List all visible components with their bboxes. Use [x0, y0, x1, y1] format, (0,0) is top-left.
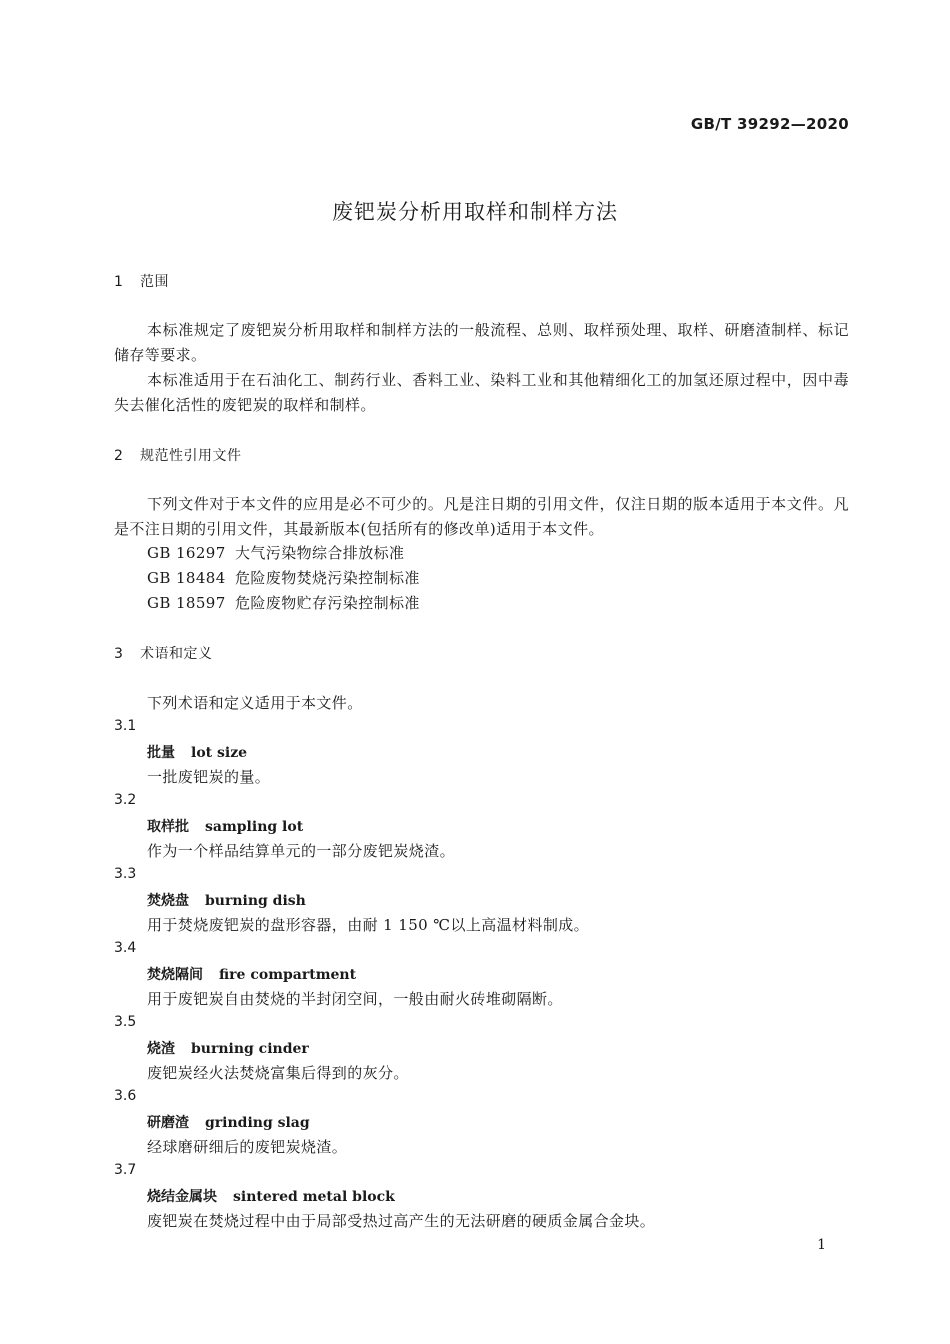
term-definition: 一批废钯炭的量。 — [147, 768, 271, 786]
term-definition: 用于废钯炭自由焚烧的半封闭空间，一般由耐火砖堆砌隔断。 — [147, 990, 563, 1008]
reference-title: 大气污染物综合排放标准 — [235, 544, 405, 562]
document-title: 废钯炭分析用取样和制样方法 — [332, 200, 618, 224]
section-heading-3 — [114, 643, 213, 663]
section-title: 范围 — [140, 274, 169, 290]
paragraph: 本标准适用于在石油化工、制药行业、香料工业、染料工业和其他精细化工的加氢还原过程中，因中毒失去催化活性的废钯炭的取样和制样。 — [114, 371, 849, 414]
section-number: 3 — [114, 646, 124, 662]
term-en: burning dish — [205, 893, 306, 909]
term-en: sampling lot — [205, 819, 304, 835]
term-cn: 研磨渣 — [147, 1115, 189, 1131]
term-number: 3.3 — [114, 866, 137, 882]
reference-code: GB 18484 — [147, 569, 226, 587]
term-cn: 批量 — [147, 745, 175, 761]
section-title: 规范性引用文件 — [140, 448, 242, 464]
term-en: burning cinder — [191, 1041, 309, 1057]
reference-title: 危险废物贮存污染控制标准 — [235, 594, 420, 612]
term-cn: 烧渣 — [147, 1041, 175, 1057]
section-number: 2 — [114, 448, 124, 464]
reference-item — [147, 542, 404, 563]
term-number: 3.2 — [114, 792, 137, 808]
reference-code: GB 16297 — [147, 544, 226, 562]
term-number: 3.6 — [114, 1088, 137, 1104]
reference-item — [147, 592, 420, 613]
term-entry — [147, 1186, 395, 1206]
page-number: 1 — [817, 1237, 826, 1253]
section-heading-2 — [114, 445, 242, 465]
term-number: 3.7 — [114, 1162, 137, 1178]
term-en: lot size — [191, 745, 248, 761]
term-number: 3.1 — [114, 718, 137, 734]
section-heading-1 — [114, 271, 169, 291]
term-cn: 烧结金属块 — [147, 1189, 217, 1205]
term-entry — [147, 1112, 310, 1132]
reference-title: 危险废物焚烧污染控制标准 — [235, 569, 420, 587]
section-intro: 下列术语和定义适用于本文件。 — [147, 694, 363, 712]
section-title: 术语和定义 — [140, 646, 213, 662]
term-definition: 用于焚烧废钯炭的盘形容器，由耐 1 150 ℃以上高温材料制成。 — [147, 916, 590, 934]
term-entry — [147, 816, 303, 836]
standard-number: GB/T 39292—2020 — [690, 115, 849, 133]
term-entry — [147, 964, 356, 984]
term-definition: 作为一个样品结算单元的一部分废钯炭烧渣。 — [147, 842, 456, 860]
paragraph: 下列文件对于本文件的应用是必不可少的。凡是注日期的引用文件，仅注日期的版本适用于本文件。凡是不注日期的引用文件，其最新版本(包括所有的修改单)适用于本文件。 — [114, 495, 849, 538]
term-number: 3.4 — [114, 940, 137, 956]
term-entry — [147, 890, 306, 910]
term-definition: 废钯炭经火法焚烧富集后得到的灰分。 — [147, 1064, 409, 1082]
term-cn: 焚烧盘 — [147, 893, 189, 909]
reference-code: GB 18597 — [147, 594, 226, 612]
reference-item — [147, 567, 420, 588]
term-en: fire compartment — [219, 967, 357, 983]
term-en: sintered metal block — [233, 1189, 395, 1205]
term-number: 3.5 — [114, 1014, 137, 1030]
term-definition: 经球磨研细后的废钯炭烧渣。 — [147, 1138, 348, 1156]
term-definition: 废钯炭在焚烧过程中由于局部受热过高产生的无法研磨的硬质金属合金块。 — [147, 1212, 656, 1230]
term-en: grinding slag — [205, 1115, 310, 1131]
term-entry — [147, 742, 247, 762]
term-cn: 焚烧隔间 — [147, 967, 203, 983]
section-number: 1 — [114, 274, 124, 290]
term-entry — [147, 1038, 309, 1058]
term-cn: 取样批 — [147, 819, 189, 835]
paragraph: 本标准规定了废钯炭分析用取样和制样方法的一般流程、总则、取样预处理、取样、研磨渣制样、标记储存等要求。 — [114, 321, 849, 364]
